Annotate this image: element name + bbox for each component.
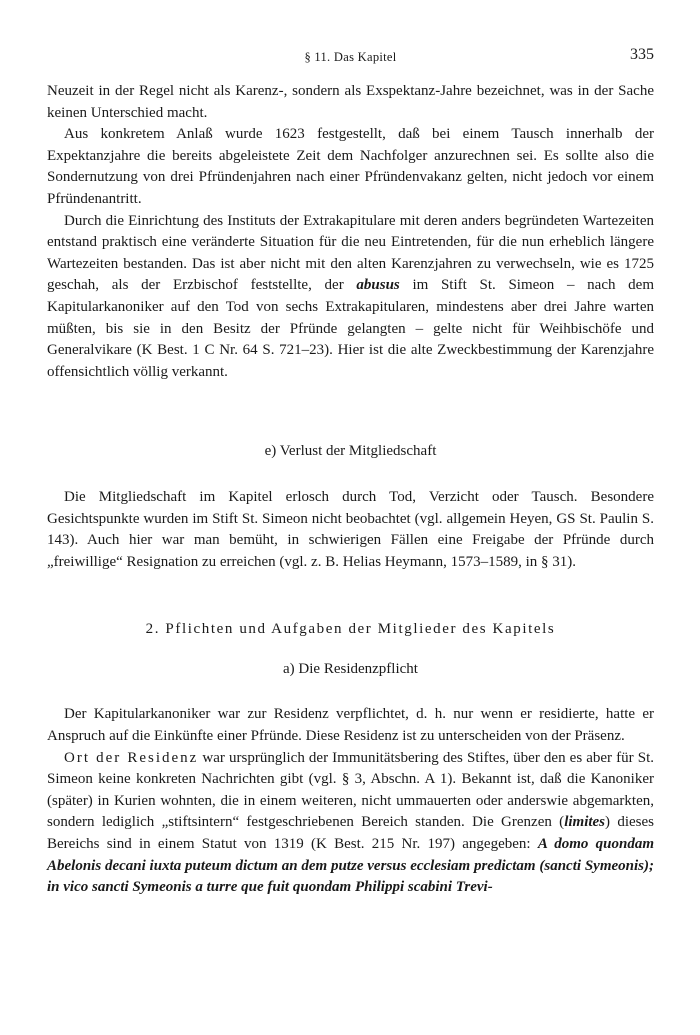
- running-title: § 11. Das Kapitel: [304, 50, 397, 64]
- subsection-heading-e: e) Verlust der Mitgliedschaft: [264, 443, 437, 460]
- paragraph-expektanz: Aus konkretem Anlaß wurde 1623 festgestellt, daß bei einem Tausch innerhalb der Expektanzjahre die bereits abgeleistete Zeit dem Nachfolger anzurechnen sei. Es sollte also die Sondernutzung von drei Pfründenjahren nach einer Pfründenvakanz gelten, nicht jedoch vor einem Pfründenantritt.: [47, 126, 654, 207]
- paragraph-extrakapitulare: [47, 211, 654, 384]
- spaced-term: Ort der Residenz: [64, 749, 199, 766]
- paragraph-mitgliedschaft: Die Mitgliedschaft im Kapitel erlosch durch Tod, Verzicht oder Tausch. Besondere Gesichtspunkte wurden im Stift St. Simeon nicht beobachtet (vgl. allgemein Heyen, GS St. Paulin S. 143). Auch hier war man bemüht, in schwierigen Fällen eine Freigabe der Pfründe durch „freiwillige“ Resignation zu erreichen (vgl. z. B. Helias Heymann, 1573–1589, in § 31).: [47, 488, 654, 570]
- page-header: [47, 40, 654, 64]
- latin-quotation: A domo quondam Abelonis decani iuxta puteum dictum an dem putze versus ecclesiam predictam (sancti Symeonis); in vico sancti Symeonis a turre que fuit quondam Philippi scabini Trevi-: [47, 836, 655, 896]
- text-run: ) dieses Bereichs sind in einem Statut von 1319 (K Best. 215 Nr. 197) angegeben:: [47, 814, 655, 853]
- text-run: Durch die Einrichtung des Instituts der Extrakapitulare mit deren anders begründeten Wartezeiten entstand praktisch eine veränderte Situation für die neu Eintretenden, für die nun erheblich längere Wartezeiten bestanden. Das ist aber nicht mit den alten Karenzjahren zu verwechseln, wie es 1725 geschah, als der Erzbischof feststellte, der: [47, 212, 654, 294]
- book-page: [47, 40, 654, 899]
- paragraph-continuation: Neuzeit in der Regel nicht als Karenz-, sondern als Exspektanz-Jahre bezeichnet, was in der Sache keinen Unterschied macht.: [47, 83, 654, 121]
- paragraph-residenz: Der Kapitularkanoniker war zur Residenz verpflichtet, d. h. nur wenn er residierte, hatte er Anspruch auf die Einkünfte einer Pfründe. Diese Residenz ist zu unterscheiden von der Präsenz.: [47, 706, 654, 745]
- text-run: im Stift St. Simeon – nach dem Kapitularkanoniker auf den Tod von sechs Extrakapitularen, mindestens aber drei Jahre warten müßten, bis sie in den Besitz der Pfründe gelangten – gelte nicht für Weihbischöfe und Generalvikare (K Best. 1 C Nr. 64 S. 721–23). Hier ist die alte Zweckbestimmung der Karenzjahre offensichtlich völlig verkannt.: [47, 277, 654, 380]
- italic-term-abusus: abusus: [356, 277, 400, 294]
- paragraph-ort-der-residenz: [47, 748, 654, 899]
- text-run: war ursprünglich der Immunitätsbering des Stiftes, über den es aber für St. Simeon keine konkreten Nachrichten gibt (vgl. § 3, Abschn. A 1). Bekannt ist, daß die Kanoniker (später) in Kurien wohnten, die in einem weiteren, nicht ummauerten oder anderswie abgemarkten, sondern lediglich „stiftsintern“ festgeschriebenen Bereich standen. Die Grenzen (: [47, 749, 654, 831]
- section-heading-2: 2. Pflichten und Aufgaben der Mitglieder des Kapitels: [145, 621, 556, 638]
- italic-term-limites: limites: [564, 814, 606, 831]
- page-number: 335: [630, 46, 654, 63]
- subsection-heading-a: a) Die Residenzpflicht: [283, 660, 418, 677]
